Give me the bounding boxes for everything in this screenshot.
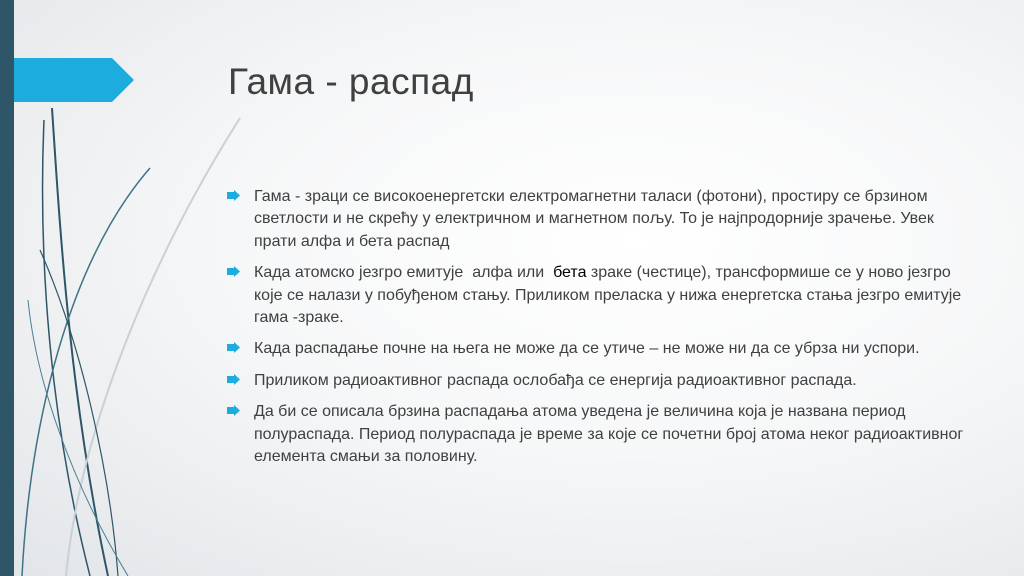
bullet-text-before: Када атомско језгро емитује алфа или [254,264,554,282]
bullet-item [227,262,967,329]
bullet-item [227,401,967,468]
arrow-bullet-icon [227,190,240,201]
bullet-item [227,338,967,360]
bullet-item [227,370,967,392]
title-accent-arrow [0,58,134,102]
bullet-text: Када распадање почне на њега не може да се утиче – не може ни да се убрза ни успори. [254,340,920,358]
arrow-bullet-icon [227,266,240,277]
arrow-bullet-icon [227,405,240,416]
arrow-bullet-icon [227,342,240,353]
bullet-text: Да би се описала брзина распадања атома уведена је величина која је названа период полураспада. Период полураспада је време за које се почетни број атома неког радиоактивног елемента смањи за половину. [254,403,964,466]
bullet-list [227,186,967,477]
slide-title: Гама - распад [228,61,474,102]
arrow-bullet-icon [227,374,240,385]
bullet-text [254,264,961,326]
highlighted-word: бета [553,264,587,282]
bullet-text: Приликом радиоактивног распада ослобађа се енергија радиоактивног распада. [254,371,857,389]
bullet-item [227,186,967,253]
bullet-text: Гама - зраци се високоенергетски електромагнетни таласи (фотони), простиру се брзином светлости и не скрећу у електричном и магнетном пољу. То је најпродорније зрачење. Увек прати алфа и бета распад [254,188,934,250]
bullet-text-after: зраке (честице), трансформише се у ново језгро које се налази у побуђеном стању. Приликом преласка у нижа енергетска стања језгро емитује гама -зраке. [254,264,962,327]
